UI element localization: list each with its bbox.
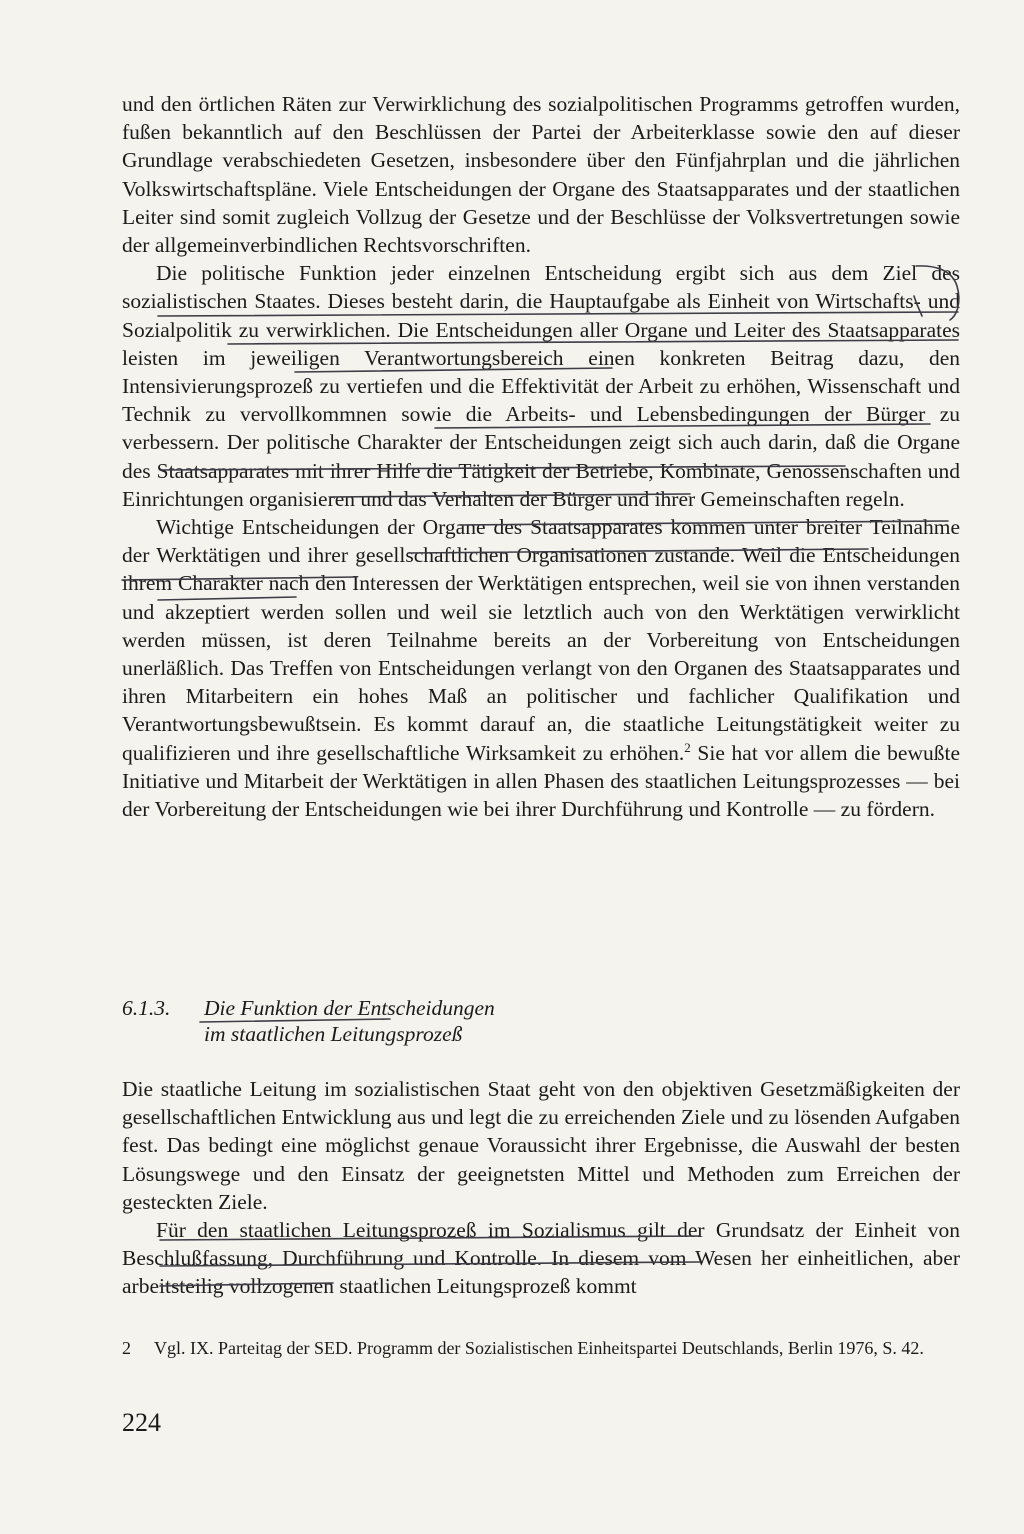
footnote-number: 2 xyxy=(122,1338,131,1358)
section-number: 6.1.3. xyxy=(122,996,171,1020)
paragraph-5: Für den staatlichen Leitungsprozeß im Sozialismus gilt der Grundsatz der Einheit von Beschlußfassung, Durchführung und Kontrolle. In diesem vom Wesen her einheitlichen, aber arbeitsteilig vollzogenen staatlichen Leitungsprozeß kommt xyxy=(122,1218,960,1299)
page-number: 224 xyxy=(122,1408,161,1437)
paragraph-4: Die staatliche Leitung im sozialistischen Staat geht von den objektiven Gesetzmäßigkeiten der gesellschaftlichen Entwicklung aus und legt die zu erreichenden Ziele und zu lösenden Aufgaben fest. Das bedingt eine möglichst genaue Voraussicht ihrer Ergebnisse, die Auswahl der besten Lösungswege und den Einsatz der geeignetsten Mittel und Methoden zum Erreichen der gesteckten Ziele. xyxy=(122,1077,960,1214)
section-title-line-1: Die Funktion der Entscheidungen xyxy=(204,996,495,1020)
footnote-text: Vgl. IX. Parteitag der SED. Programm der Sozialistischen Einheitspartei Deutschlands, Berlin 1976, S. 42. xyxy=(154,1338,924,1358)
text-block-lower xyxy=(122,1075,960,1301)
footnote xyxy=(122,1336,960,1360)
paragraph-2: Die politische Funktion jeder einzelnen Entscheidung ergibt sich aus dem Ziel des sozialistischen Staates. Dieses besteht darin, die Hauptaufgabe als Einheit von Wirtschafts- und Sozialpolitik zu verwirklichen. Die Entscheidungen aller Organe und Leiter des Staatsapparates leisten im jeweiligen Verantwortungsbereich einen konkreten Beitrag dazu, den Intensivierungsprozeß zu vertiefen und die Effektivität der Arbeit zu erhöhen, Wissenschaft und Technik zu vervollkommnen sowie die Arbeits- und Lebensbedingungen der Bürger zu verbessern. Der politische Charakter der Entscheidungen zeigt sich auch darin, daß die Organe des Staatsapparates mit ihrer Hilfe die Tätigkeit der Betriebe, Kombinate, Genossenschaften und Einrichtungen organisieren und das Verhalten der Bürger und ihrer Gemeinschaften regeln. xyxy=(122,261,960,511)
footnote-reference: 2 xyxy=(684,739,691,755)
paragraph-3-text: Wichtige Entscheidungen der Organe des Staatsapparates kommen unter breiter Teilnahme der Werktätigen und ihrer gesellschaftlichen Organisationen zustande. Weil die Entscheidungen ihrem Charakter nach den Interessen der Werktätigen entsprechen, weil sie von ihnen verstanden und akzeptiert werden sollen und weil sie letztlich auch von den Werktätigen verwirklicht werden müssen, ist deren Teilnahme bereits an der Vorbereitung von Entscheidungen unerläßlich. Das Treffen von Entscheidungen verlangt von den Organen des Staatsapparates und ihren Mitarbeitern ein hohes Maß an politischer und fachlicher Qualifikation und Verantwortungsbewußtsein. Es kommt darauf an, die staatliche Leitungstätigkeit weiter zu qualifizieren und ihre gesellschaftliche Wirksamkeit zu erhöhen. xyxy=(122,515,960,765)
paragraph-3 xyxy=(122,513,960,823)
text-block-upper xyxy=(122,90,960,823)
section-title-line-2: im staatlichen Leitungsprozeß xyxy=(204,1022,463,1046)
paragraph-3-tail: Sie hat vor allem die bewußte Initiative und Mitarbeit der Werktätigen in allen Phasen des staatlichen Leitungsprozesses — bei der Vorbereitung der Entscheidungen wie bei ihrer Durchführung und Kontrolle — zu fördern. xyxy=(122,740,960,822)
section-title xyxy=(204,995,804,1047)
paragraph-1: und den örtlichen Räten zur Verwirklichung des sozialpolitischen Programms getroffen wurden, fußen bekanntlich auf den Beschlüssen der Partei der Arbeiterklasse sowie den auf dieser Grundlage verabschiedeten Gesetzen, insbesondere über den Fünfjahrplan und die jährlichen Volkswirtschaftspläne. Viele Entscheidungen der Organe des Staatsapparates und der staatlichen Leiter sind somit zugleich Vollzug der Gesetze und der Beschlüsse der Volksvertretungen sowie der allgemeinverbindlichen Rechtsvorschriften. xyxy=(122,92,960,258)
